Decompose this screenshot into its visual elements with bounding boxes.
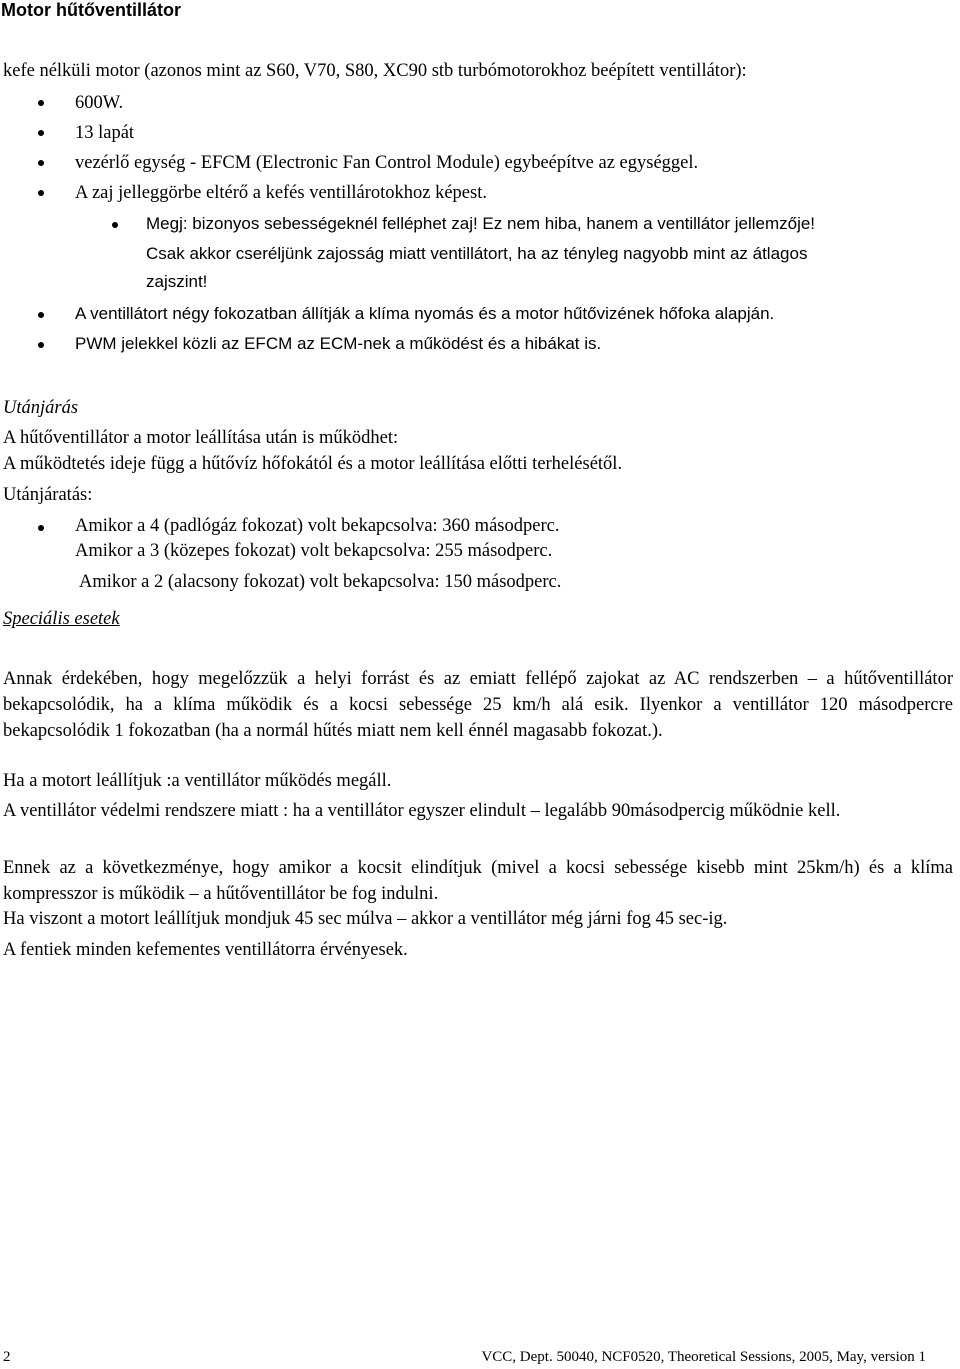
afterrun-heading: Utánjárás: [3, 398, 79, 418]
list-item-text: Amikor a 4 (padlógáz fokozat) volt bekapcsolva: 360 másodperc.: [75, 516, 560, 536]
special-paragraph: A fentiek minden kefementes ventillátorra érvényesek.: [3, 940, 408, 960]
special-paragraph: Annak érdekében, hogy megelőzzük a helyi forrást és az emiatt fellépő zajokat az AC rendszerben – a hűtőventillátor bekapcsolódik, ha a klíma működik és a kocsi sebessége 25 km/h alá esik. Ilyenkor a ventillátor 120 másodpercre bekapcsolódik 1 fokozatban (ha a normál hűtés miatt nem kell énnél magasabb fokozat.).: [3, 669, 953, 741]
bullet-icon: [38, 342, 44, 348]
list-item-text: PWM jelekkel közli az EFCM az ECM-nek a működést és a hibákat is.: [75, 334, 602, 353]
special-heading: Speciális esetek: [3, 609, 120, 629]
bullet-icon: [38, 312, 44, 318]
note-line: Megj: bizonyos sebességeknél felléphet zaj! Ez nem hiba, hanem a ventillátor jellemzője!: [146, 214, 816, 233]
afterrun-text: A hűtőventillátor a motor leállítása után is működhet:: [3, 428, 399, 448]
list-item-text: Amikor a 2 (alacsony fokozat) volt bekapcsolva: 150 másodperc.: [79, 572, 562, 592]
list-item-text: 13 lapát: [75, 123, 135, 143]
page-number: 2: [3, 1349, 11, 1365]
afterrun-label: Utánjáratás:: [3, 485, 93, 505]
list-item-text: A zaj jelleggörbe eltérő a kefés ventillárotokhoz képest.: [75, 183, 487, 203]
list-item-text: vezérlő egység - EFCM (Electronic Fan Control Module) egybeépítve az egységgel.: [75, 153, 699, 173]
special-paragraph: A ventillátor védelmi rendszere miatt : ha a ventillátor egyszer elindult – legalább 90másodpercig működnie kell.: [3, 801, 841, 821]
intro-text: kefe nélküli motor (azonos mint az S60, V70, S80, XC90 stb turbómotorokhoz beépített ventillátor):: [3, 61, 747, 81]
special-paragraph: Ha viszont a motort leállítjuk mondjuk 45 sec múlva – akkor a ventillátor még járni fog 45 sec-ig.: [3, 909, 728, 929]
page-title: Motor hűtőventillátor: [1, 0, 181, 20]
special-paragraph: Ha a motort leállítjuk :a ventillátor működés megáll.: [3, 771, 392, 791]
bullet-icon: [38, 100, 44, 106]
afterrun-text: A működtetés ideje függ a hűtővíz hőfokától és a motor leállítása előtti terhelésétől.: [3, 454, 623, 474]
bullet-icon: [38, 160, 44, 166]
bullet-icon: [38, 525, 44, 531]
list-item-text: 600W.: [75, 93, 124, 113]
bullet-icon: [38, 130, 44, 136]
list-item-text: A ventillátort négy fokozatban állítják a klíma nyomás és a motor hűtővizének hőfoka alapján.: [75, 304, 775, 323]
footer-reference: VCC, Dept. 50040, NCF0520, Theoretical Sessions, 2005, May, version 1: [481, 1349, 926, 1365]
note-line: Csak akkor cseréljünk zajosság miatt ventillátort, ha az tényleg nagyobb mint az átlagos: [146, 244, 808, 263]
special-paragraph: Ennek az a következménye, hogy amikor a kocsit elindítjuk (mivel a kocsi sebessége kisebb mint 25km/h) és a klíma kompresszor is működik – a hűtőventillátor be fog indulni.: [3, 858, 953, 904]
bullet-icon: [38, 190, 44, 196]
list-item-text: Amikor a 3 (közepes fokozat) volt bekapcsolva: 255 másodperc.: [75, 541, 553, 561]
bullet-icon: [112, 222, 118, 228]
note-line: zajszint!: [146, 272, 208, 291]
